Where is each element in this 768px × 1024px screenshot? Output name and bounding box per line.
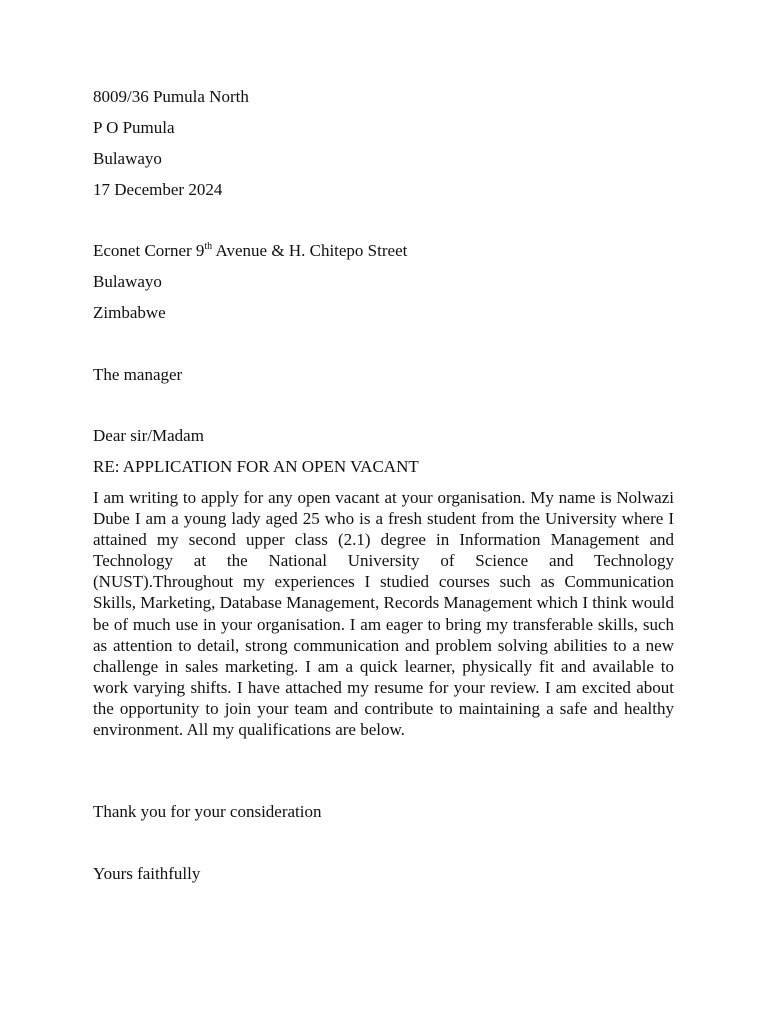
attention-line: The manager [93, 365, 183, 384]
sign-off: Yours faithfully [93, 864, 201, 883]
recipient-address-line1-prefix: Econet Corner 9 [93, 241, 205, 260]
sender-address-city: Bulawayo [93, 149, 162, 168]
letter-body-paragraph: I am writing to apply for any open vacant at your organisation. My name is Nolwazi Dube I am a young lady aged 25 who is a fresh student from the University where I attained my second upper class (2.1) degree in Information Management and Technology at the National University of Science and Technology (NUST).Throughout my experiences I studied courses such as Communication Skills, Marketing, Database Management, Records Management which I think would be of much use in your organisation. I am eager to bring my transferable skills, such as attention to detail, strong communication and problem solving abilities to a new challenge in sales marketing. I am a quick learner, physically fit and available to work varying shifts. I have attached my resume for your review. I am excited about the opportunity to join your team and contribute to maintaining a safe and healthy environment. All my qualifications are below. [93, 488, 674, 740]
sender-address-line2: P O Pumula [93, 118, 175, 137]
closing-thanks: Thank you for your consideration [93, 802, 322, 821]
recipient-address-line1-ordinal: th [204, 241, 213, 252]
letter-page [93, 0, 674, 1024]
recipient-address-line1-suffix: Avenue & H. Chitepo Street [212, 241, 408, 260]
recipient-address-line1 [93, 241, 407, 264]
subject-line: RE: APPLICATION FOR AN OPEN VACANT [93, 457, 419, 476]
recipient-address-country: Zimbabwe [93, 303, 166, 322]
letter-date: 17 December 2024 [93, 180, 223, 199]
salutation: Dear sir/Madam [93, 426, 204, 445]
recipient-address-city: Bulawayo [93, 272, 162, 291]
sender-address-line1: 8009/36 Pumula North [93, 87, 249, 106]
